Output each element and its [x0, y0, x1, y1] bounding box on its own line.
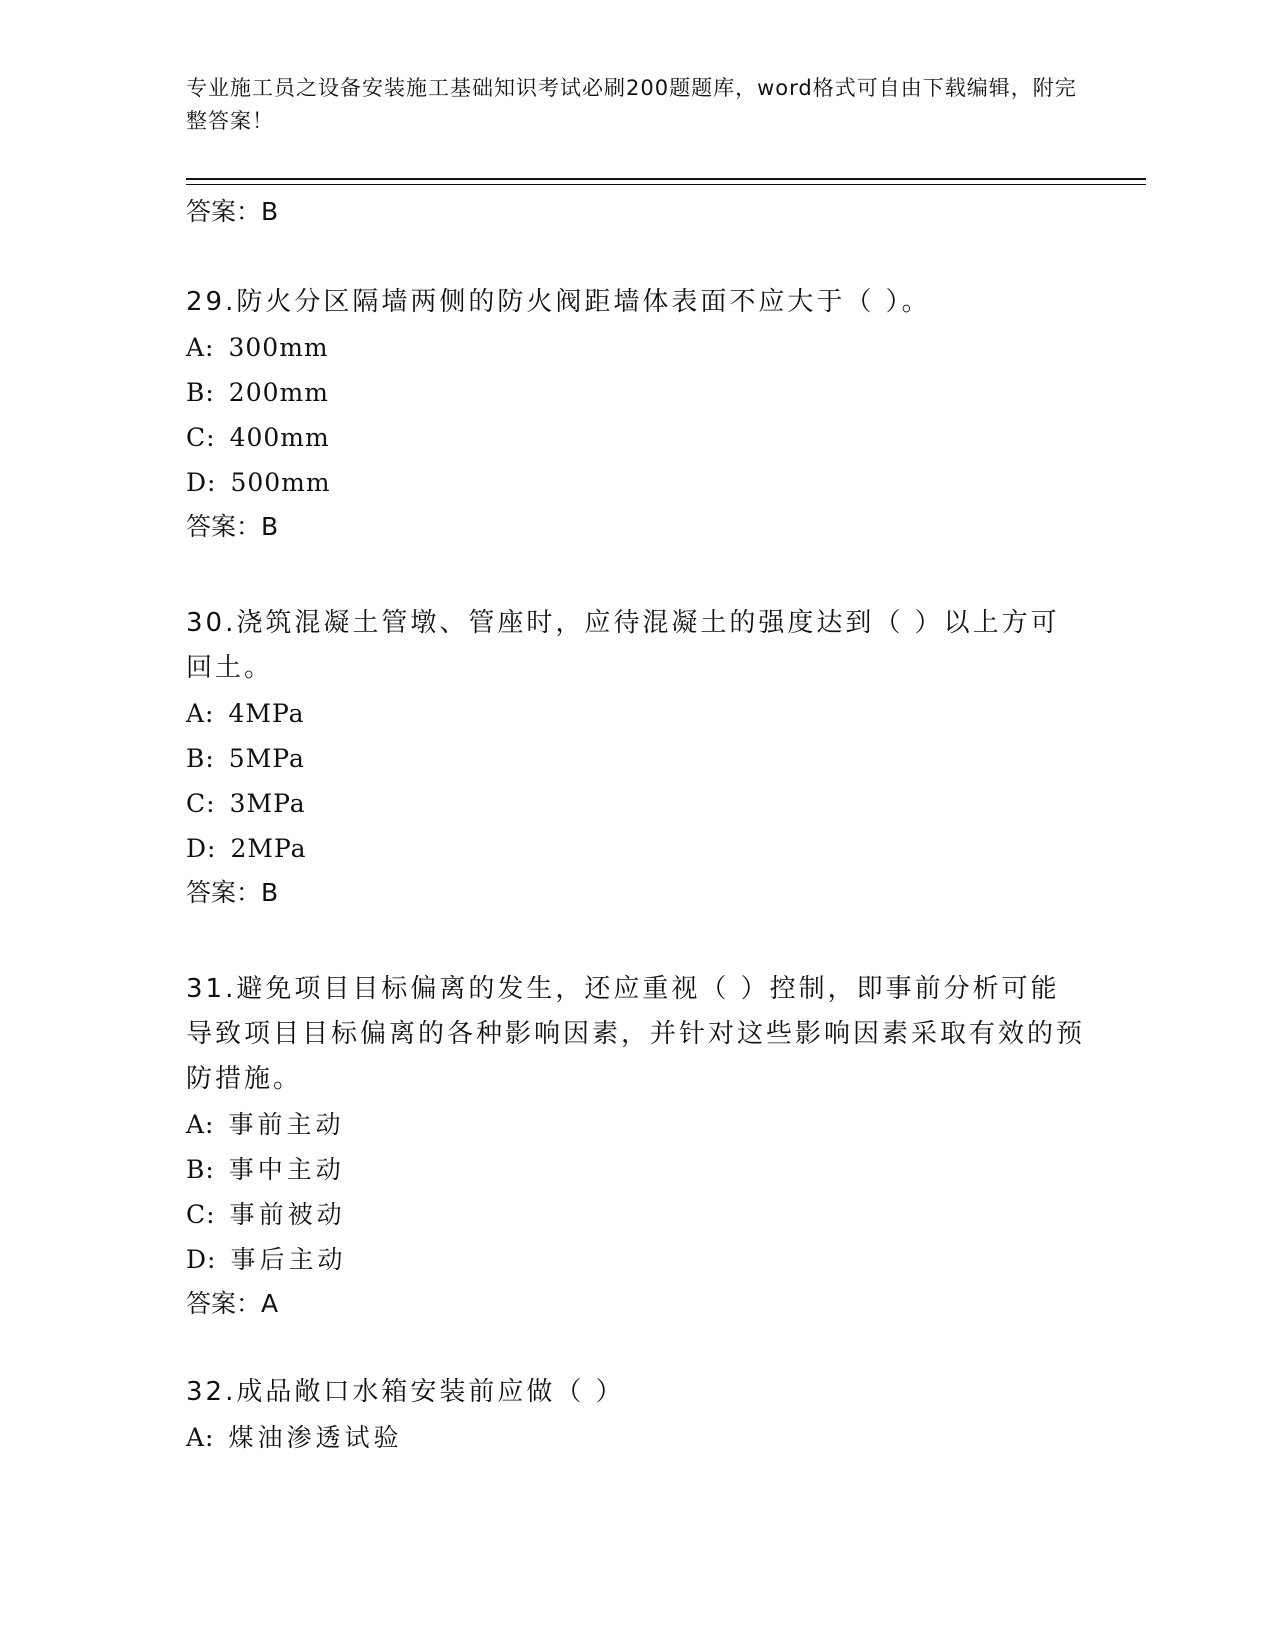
- option-label: D:: [186, 834, 217, 863]
- option-d: [186, 460, 1086, 505]
- option-label: B:: [186, 744, 215, 773]
- option-label: B:: [186, 378, 215, 407]
- question-29: [186, 280, 1086, 549]
- option-text: 4MPa: [228, 699, 305, 728]
- option-a: [186, 325, 1086, 370]
- option-a: [186, 1102, 1086, 1147]
- option-text: 400mm: [229, 423, 330, 452]
- question-text: 29.防火分区隔墙两侧的防火阀距墙体表面不应大于（ ）。: [186, 287, 931, 317]
- question-text: 31.避免项目目标偏离的发生，还应重视（ ）控制，即事前分析可能导致项目目标偏离的各种影响因素，并针对这些影响因素采取有效的预防措施。: [186, 974, 1086, 1094]
- answer-line: 答案：B: [186, 878, 279, 907]
- option-text: 事中主动: [228, 1155, 345, 1184]
- option-text: 5MPa: [228, 744, 305, 773]
- answer-line: 答案：B: [186, 197, 279, 226]
- option-label: B:: [186, 1155, 215, 1184]
- option-text: 煤油渗透试验: [228, 1423, 403, 1452]
- option-a: [186, 1415, 1086, 1460]
- option-label: D:: [186, 1245, 217, 1274]
- page-header: 专业施工员之设备安装施工基础知识考试必刷200题题库，word格式可自由下载编辑，附完整答案！: [186, 76, 1077, 133]
- option-text: 事后主动: [230, 1245, 347, 1274]
- option-d: [186, 826, 1086, 871]
- option-label: A:: [186, 333, 215, 362]
- answer-line: 答案：A: [186, 1289, 279, 1318]
- option-label: A:: [186, 1110, 215, 1139]
- option-text: 3MPa: [229, 789, 306, 818]
- option-text: 200mm: [228, 378, 329, 407]
- answer-line: 答案：B: [186, 512, 279, 541]
- header-rule-thick: [186, 178, 1146, 180]
- option-label: C:: [186, 1200, 216, 1229]
- option-text: 事前被动: [229, 1200, 346, 1229]
- option-c: [186, 781, 1086, 826]
- question-text: 32.成品敞口水箱安装前应做（ ）: [186, 1377, 625, 1407]
- option-a: [186, 691, 1086, 736]
- option-b: [186, 1147, 1086, 1192]
- option-text: 2MPa: [230, 834, 307, 863]
- header-rule-thin: [186, 184, 1146, 185]
- option-label: A:: [186, 1423, 215, 1452]
- option-label: C:: [186, 789, 216, 818]
- option-text: 300mm: [228, 333, 329, 362]
- option-b: [186, 736, 1086, 781]
- option-c: [186, 415, 1086, 460]
- option-d: [186, 1237, 1086, 1282]
- question-30: [186, 601, 1086, 915]
- option-label: A:: [186, 699, 215, 728]
- option-text: 事前主动: [228, 1110, 345, 1139]
- document-body: [186, 192, 1086, 1460]
- option-text: 500mm: [230, 468, 331, 497]
- question-text: 30.浇筑混凝土管墩、管座时，应待混凝土的强度达到（ ）以上方可回土。: [186, 608, 1060, 683]
- question-31: [186, 967, 1086, 1326]
- option-b: [186, 370, 1086, 415]
- option-label: D:: [186, 468, 217, 497]
- option-label: C:: [186, 423, 216, 452]
- question-32: [186, 1370, 1086, 1460]
- option-c: [186, 1192, 1086, 1237]
